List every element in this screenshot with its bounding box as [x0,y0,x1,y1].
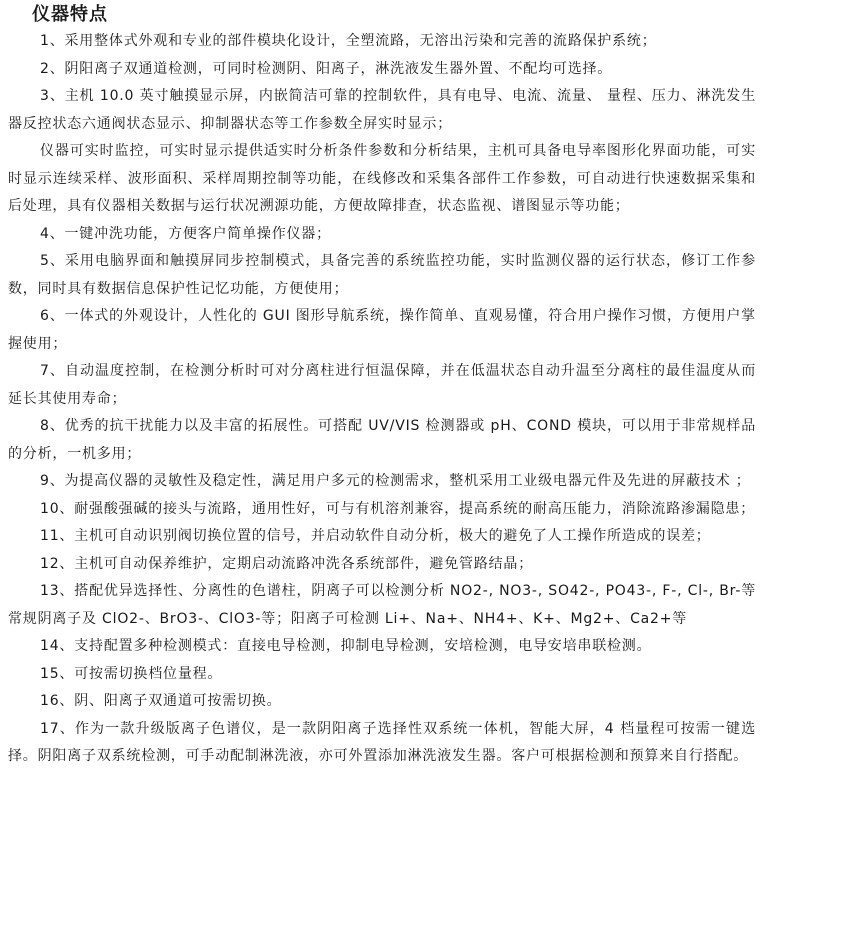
feature-item-15: 15、可按需切换档位量程。 [40,665,223,682]
feature-item-6: 6、一体式的外观设计，人性化的 GUI 图形导航系统，操作简单、直观易懂，符合用户操作习惯，方便用户掌握使用； [8,308,756,352]
feature-list [8,28,756,771]
feature-item-2: 2、阴阳离子双通道检测，可同时检测阴、阳离子，淋洗液发生器外置、不配均可选择。 [40,60,613,77]
feature-item-5: 5、采用电脑界面和触摸屏同步控制模式，具备完善的系统监控功能，实时监测仪器的运行状态，修订工作参数，同时具有数据信息保护性记忆功能，方便使用； [8,253,756,297]
document [8,2,756,771]
feature-item-3-detail: 仪器可实时监控，可实时显示提供适实时分析条件参数和分析结果，主机可具备电导率图形化界面功能，可实时显示连续采样、波形面积、采样周期控制等功能，在线修改和采集各部件工作参数，可自动进行快速数据采集和后处理，具有仪器相关数据与运行状况溯源功能，方便故障排查，状态监视、谱图显示等功能； [8,143,756,214]
feature-item-7: 7、自动温度控制，在检测分析时可对分离柱进行恒温保障，并在低温状态自动升温至分离柱的最佳温度从而延长其使用寿命； [8,363,756,407]
page-title: 仪器特点 [32,4,108,25]
feature-item-9: 9、为提高仪器的灵敏性及稳定性，满足用户多元的检测需求，整机采用工业级电器元件及先进的屏蔽技术 ； [40,473,751,489]
feature-item-11: 11、主机可自动识别阀切换位置的信号，并启动软件自动分析，极大的避免了人工操作所造成的误差； [40,528,711,544]
feature-item-13: 13、搭配优异选择性、分离性的色谱柱，阴离子可以检测分析 NO2-, NO3-, SO42-, PO43-, F-, Cl-, Br-等常规阴离子及 ClO2-、BrO3-、ClO3-等；阳离子可检测 Li+、Na+、NH4+、K+、Mg2+、Ca2+等 [8,583,756,627]
feature-item-14: 14、支持配置多种检测模式：直接电导检测，抑制电导检测，安培检测，电导安培串联检测。 [40,638,652,654]
feature-item-3: 3、主机 10.0 英寸触摸显示屏，内嵌简洁可靠的控制软件，具有电导、电流、流量、 量程、压力、淋洗发生器反控状态六通阀状态显示、抑制器状态等工作参数全屏实时显示； [8,88,756,132]
feature-item-12: 12、主机可自动保养维护，定期启动流路冲洗各系统部件，避免管路结晶； [40,555,534,572]
feature-item-17: 17、作为一款升级版离子色谱仪，是一款阴阳离子选择性双系统一体机，智能大屏，4 档量程可按需一键选择。阴阳离子双系统检测，可手动配制淋洗液，亦可外置添加淋洗液发生器。客户可根据检测和预算来自行搭配。 [8,720,756,764]
feature-item-10: 10、耐强酸强碱的接头与流路，通用性好，可与有机溶剂兼容，提高系统的耐高压能力，消除流路渗漏隐患； [40,500,756,517]
feature-item-1: 1、采用整体式外观和专业的部件模块化设计，全塑流路，无溶出污染和完善的流路保护系统； [40,33,657,49]
feature-item-4: 4、一键冲洗功能，方便客户简单操作仪器； [40,225,331,242]
feature-item-8: 8、优秀的抗干扰能力以及丰富的拓展性。可搭配 UV/VIS 检测器或 pH、COND 模块，可以用于非常规样品的分析，一机多用； [8,418,756,462]
feature-item-16: 16、阴、阳离子双通道可按需切换。 [40,693,282,709]
